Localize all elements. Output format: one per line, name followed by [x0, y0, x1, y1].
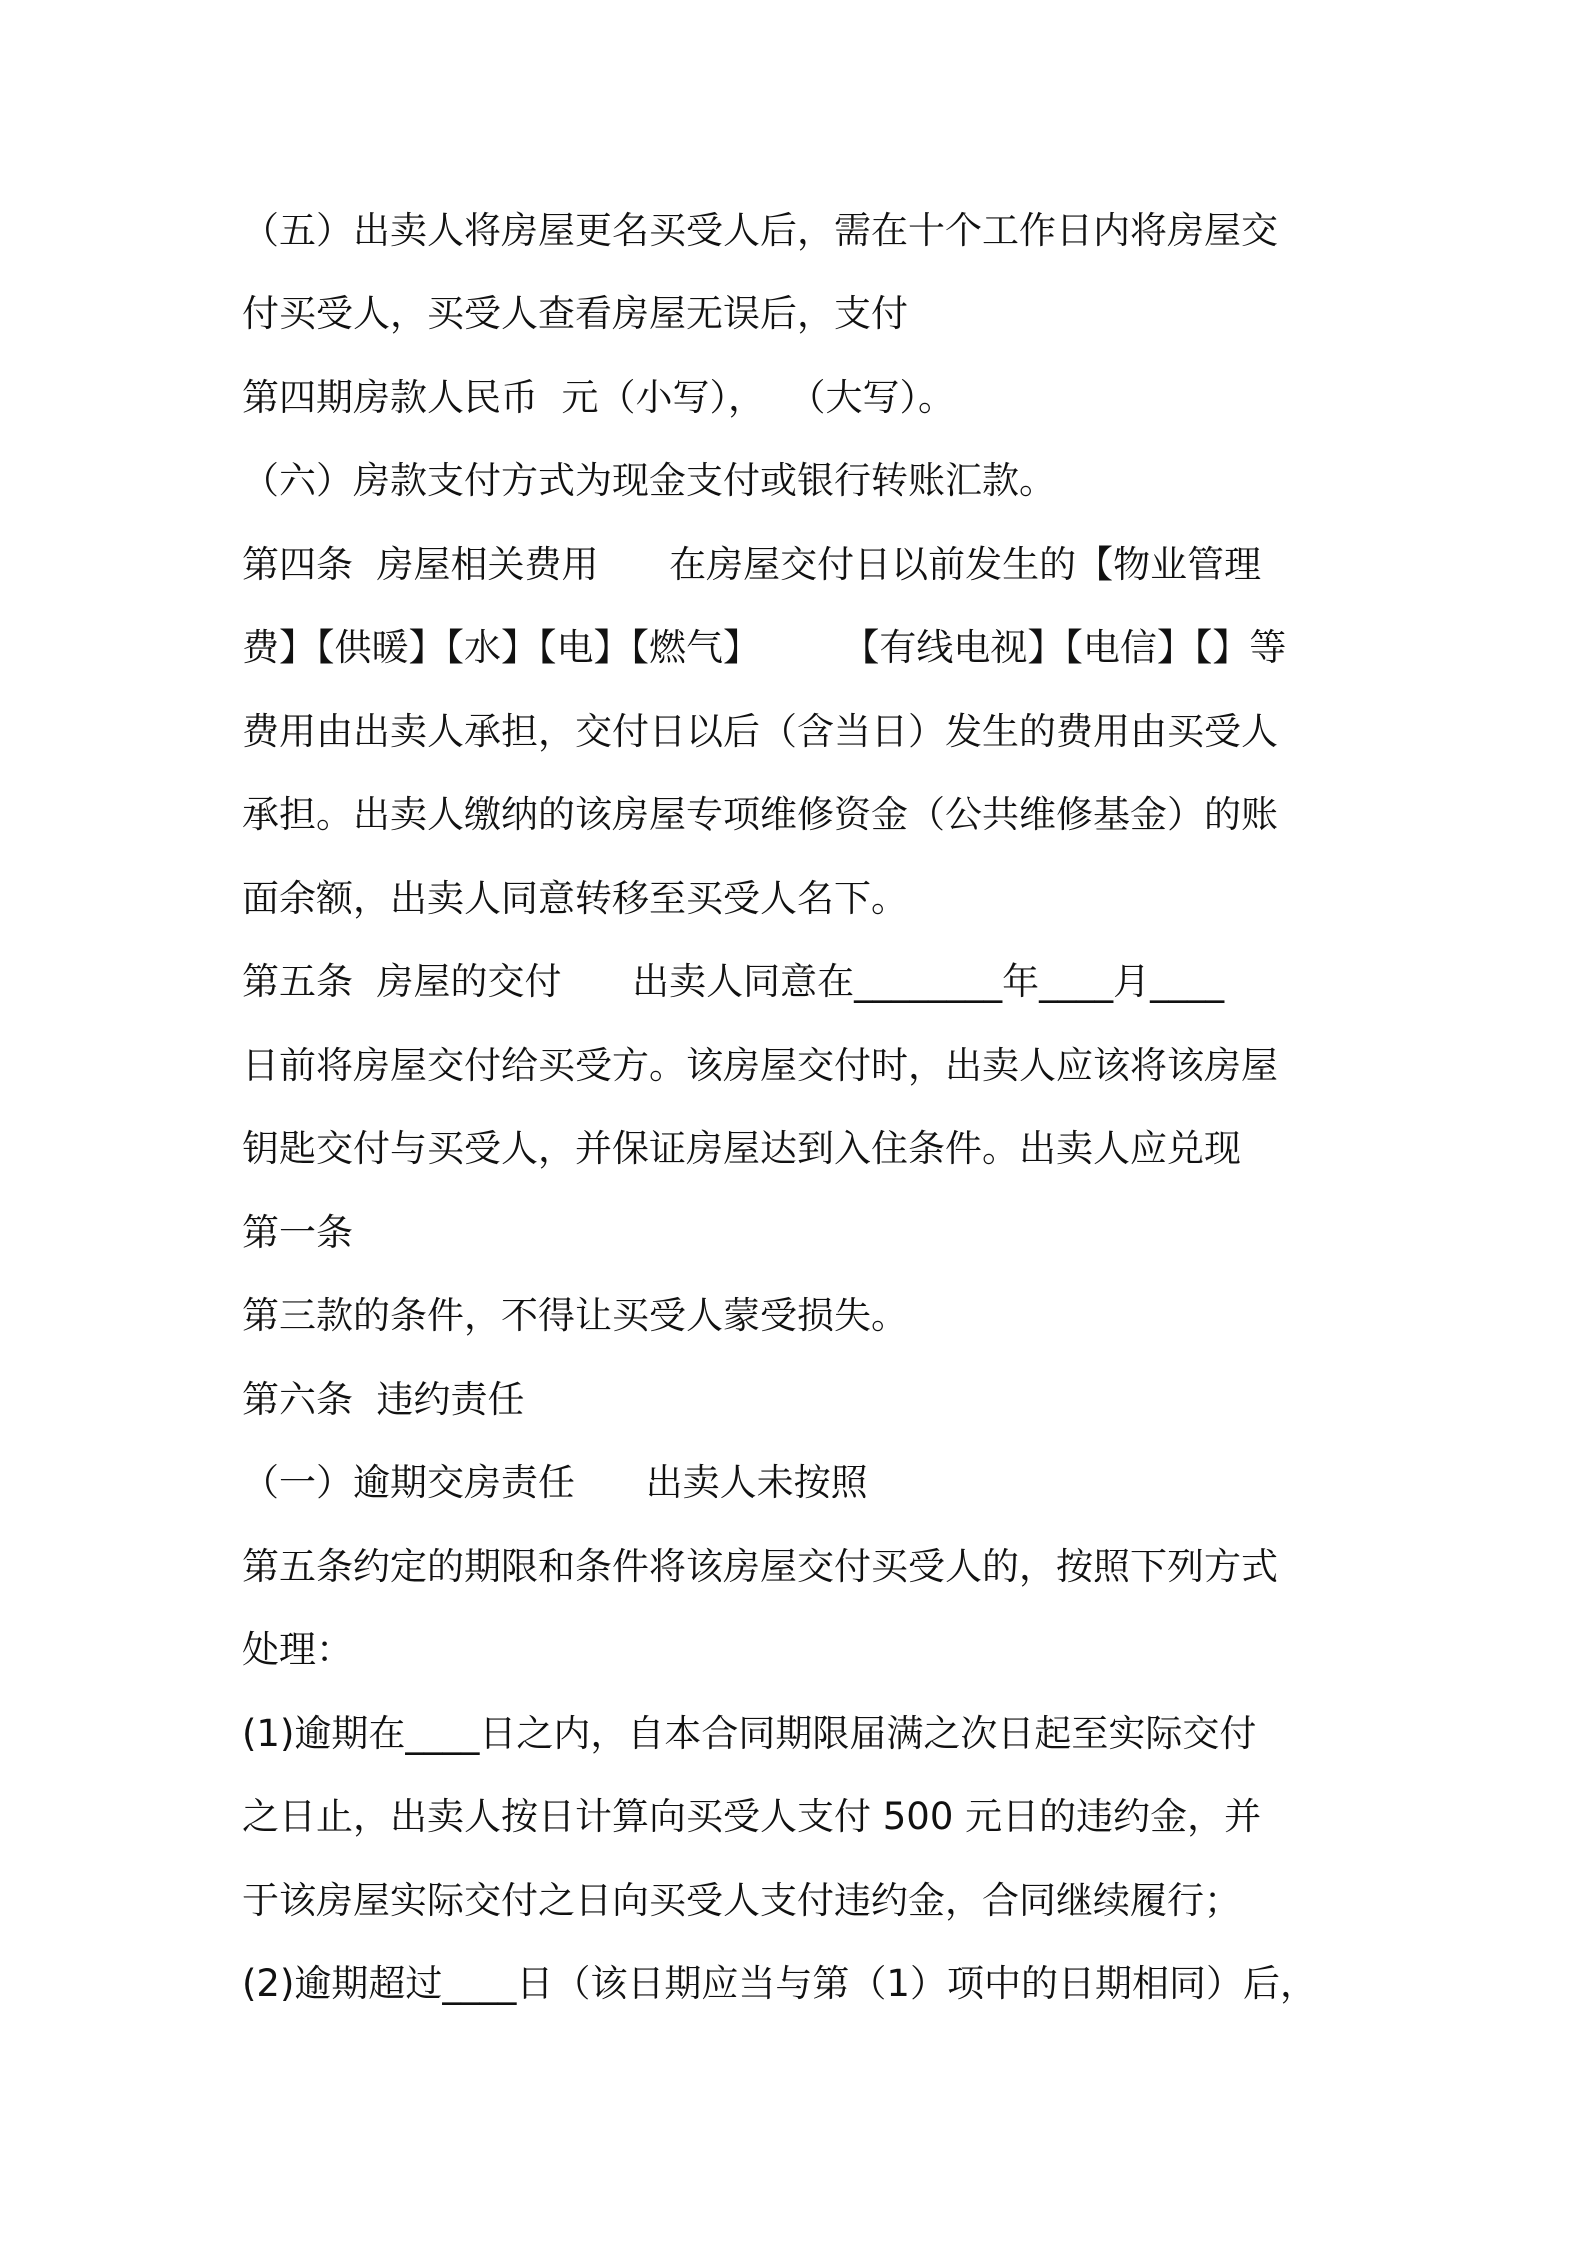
- text-line-1: （五）出卖人将房屋更名买受人后，需在十个工作日内将房屋交: [242, 209, 1278, 252]
- text-line-13: 第一条: [242, 1211, 353, 1254]
- text-line-10: 第五条 房屋的交付 出卖人同意在________年____月____: [242, 960, 1225, 1003]
- text-line-11: 日前将房屋交付给买受方。该房屋交付时，出卖人应该将该房屋: [242, 1044, 1278, 1087]
- text-line-16: （一）逾期交房责任 出卖人未按照: [242, 1461, 868, 1504]
- text-line-2: 付买受人，买受人查看房屋无误后，支付: [242, 292, 908, 335]
- text-line-17: 第五条约定的期限和条件将该房屋交付买受人的，按照下列方式: [242, 1545, 1278, 1588]
- text-line-21: 于该房屋实际交付之日向买受人支付违约金，合同继续履行；: [242, 1879, 1241, 1922]
- text-line-20: 之日止，出卖人按日计算向买受人支付 500 元日的违约金，并: [242, 1795, 1262, 1838]
- text-line-22: (2)逾期超过____日（该日期应当与第（1）项中的日期相同）后，: [242, 1962, 1317, 2005]
- text-line-6: 费】【供暖】【水】【电】【燃气】 【有线电视】【电信】【】等: [242, 626, 1287, 669]
- text-line-3: 第四期房款人民币 元（小写）， （大写）。: [242, 376, 956, 419]
- text-line-9: 面余额，出卖人同意转移至买受人名下。: [242, 877, 908, 920]
- text-line-15: 第六条 违约责任: [242, 1378, 525, 1421]
- text-line-14: 第三款的条件，不得让买受人蒙受损失。: [242, 1294, 908, 1337]
- text-line-7: 费用由出卖人承担，交付日以后（含当日）发生的费用由买受人: [242, 710, 1278, 753]
- text-line-12: 钥匙交付与买受人，并保证房屋达到入住条件。出卖人应兑现: [242, 1127, 1241, 1170]
- text-line-18: 处理：: [242, 1628, 353, 1671]
- text-line-19: (1)逾期在____日之内，自本合同期限届满之次日起至实际交付: [242, 1712, 1257, 1755]
- text-line-4: （六）房款支付方式为现金支付或银行转账汇款。: [242, 459, 1056, 502]
- text-line-8: 承担。出卖人缴纳的该房屋专项维修资金（公共维修基金）的账: [242, 793, 1278, 836]
- text-line-5: 第四条 房屋相关费用 在房屋交付日以前发生的【物业管理: [242, 543, 1262, 586]
